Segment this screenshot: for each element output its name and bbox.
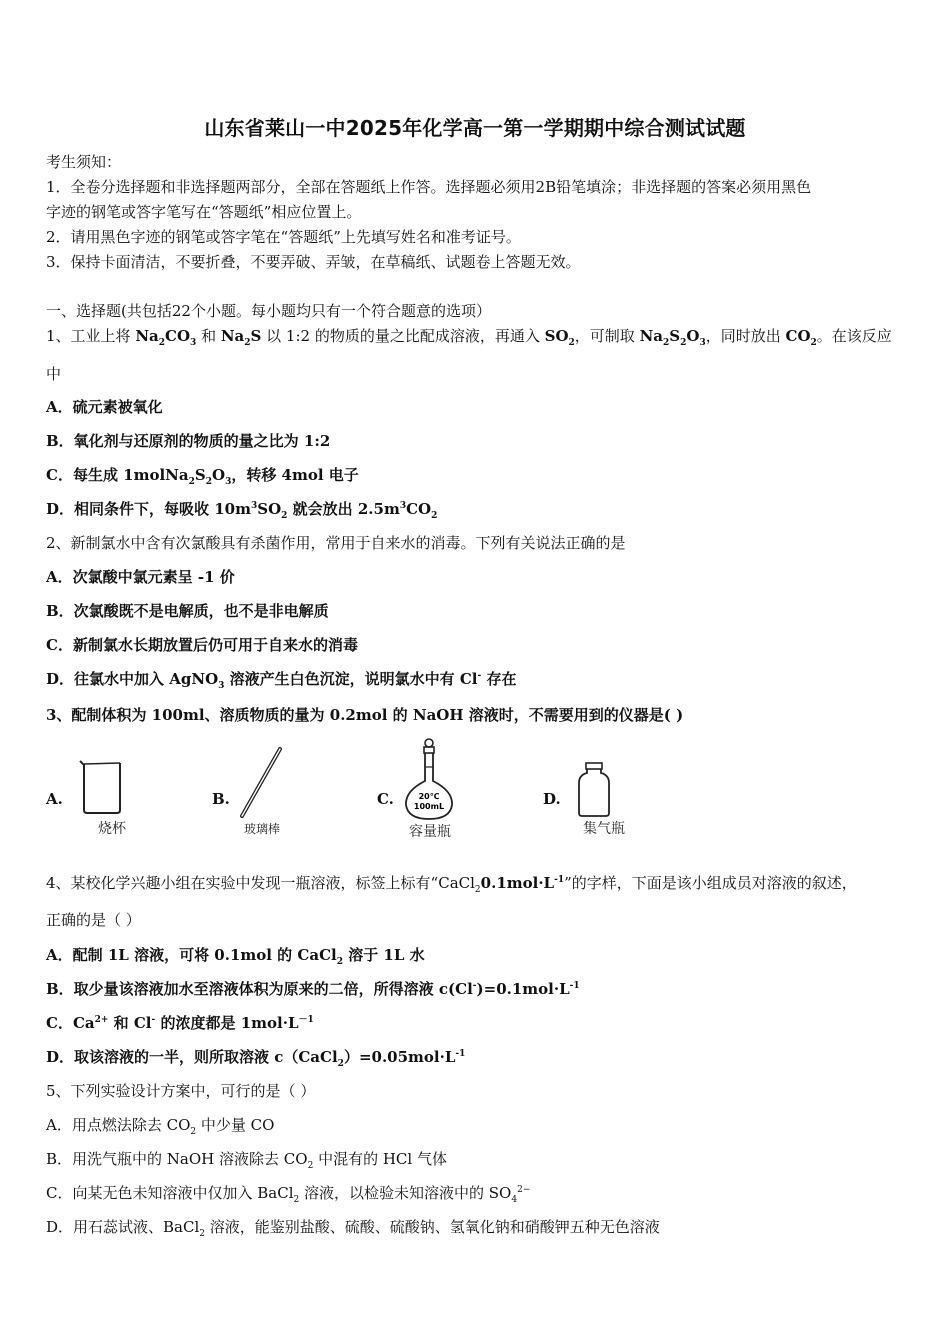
question-2-option-a: A．次氯酸中氯元素呈 -1 价 (46, 568, 235, 586)
question-2-stem: 2、新制氯水中含有次氯酸具有杀菌作用，常用于自来水的消毒。下列有关说法正确的是 (46, 534, 626, 552)
beaker-label: 烧杯 (98, 821, 126, 837)
question-2-option-b: B．次氯酸既不是电解质，也不是非电解质 (46, 602, 329, 620)
notice-item-2: 2．请用黑色字迹的钢笔或答字笔在“答题纸”上先填写姓名和准考证号。 (46, 228, 521, 246)
question-4-option-d: D．取该溶液的一半，则所取溶液 $c(CaCl_2)=0.05mol\cdot L^{-1}$ (46, 1048, 466, 1069)
notice-heading: 考生须知： (46, 153, 122, 171)
question-1-option-d: D．相同条件下，每吸收 $10m^3SO_2$ 就会放出 $2.5m^3CO_2$ (46, 500, 438, 521)
question-2-option-c: C．新制氯水长期放置后仍可用于自来水的消毒 (46, 636, 358, 654)
question-3-option-c-letter: C. (377, 790, 394, 808)
flask-volume-text: 100mL (413, 802, 445, 811)
notice-item-1-cont: 字迹的钢笔或答字笔写在“答题纸”相应位置上。 (46, 203, 362, 221)
question-1-option-b: B．氧化剂与还原剂的物质的量之比为 1:2 (46, 432, 331, 450)
volumetric-flask-icon (402, 737, 458, 823)
flask-temperature-text: 20℃ (418, 792, 440, 801)
page-title: 山东省莱山一中2025年化学高一第一学期期中综合测试试题 (204, 116, 746, 140)
question-4-option-b: B．取少量该溶液加水至溶液体积为原来的二倍，所得溶液 $c(Cl^-)=0.1mol\cdot L^{-1}$ (46, 980, 580, 998)
notice-item-3: 3．保持卡面清洁，不要折叠，不要弄破、弄皱，在草稿纸、试题卷上答题无效。 (46, 253, 581, 271)
question-1-stem: 1、工业上将 $Na_2CO_3$ 和 $Na_2S$ 以 1:2 的物质的量之比配成溶液，再通入 $SO_2$，可制取 $Na_2S_2O_3$，同时放出 $CO_2$。在该反应 (46, 327, 892, 348)
gas-jar-label: 集气瓶 (583, 821, 625, 837)
glass-rod-icon (236, 746, 286, 820)
question-1-option-a: A．硫元素被氧化 (46, 398, 163, 416)
question-3-stem: 3、配制体积为 100ml、溶质物质的量为 0.2mol 的 NaOH 溶液时，不需要用到的仪器是( ) (46, 706, 684, 724)
question-5-option-b: B．用洗气瓶中的 NaOH 溶液除去 $CO_2$ 中混有的 HCl 气体 (46, 1150, 447, 1171)
question-1-option-c: C．每生成 $1molNa_2S_2O_3$，转移 4mol 电子 (46, 466, 359, 487)
question-4-stem: 4、某校化学兴趣小组在实验中发现一瓶溶液，标签上标有“$CaCl_20.1mol\cdot L^{-1}$”的字样，下面是该小组成员对溶液的叙述， (46, 874, 857, 895)
question-5-option-d: D．用石蕊试液、BaCl$_2$ 溶液，能鉴别盐酸、硫酸、硫酸钠、氢氧化钠和硝酸钾五种无色溶液 (46, 1218, 660, 1239)
question-4-option-c: C．$Ca^{2+}$ 和 Cl- 的浓度都是 $1mol\cdot L^{-1}$ (46, 1014, 314, 1032)
beaker-icon (76, 758, 128, 816)
question-5-stem: 5、下列实验设计方案中，可行的是（ ） (46, 1082, 316, 1100)
volumetric-flask-label: 容量瓶 (409, 824, 451, 840)
question-2-option-d: D．往氯水中加入 AgNO$_3$ 溶液产生白色沉淀，说明氯水中有 Cl- 存在 (46, 670, 517, 691)
question-3-option-b-letter: B. (212, 790, 230, 808)
question-5-option-c: C．向某无色未知溶液中仅加入 BaCl$_2$ 溶液，以检验未知溶液中的 $SO_4^{2-}$ (46, 1184, 531, 1205)
question-4-stem-cont: 正确的是（ ） (46, 911, 141, 929)
question-3-option-d-letter: D. (543, 790, 561, 808)
gas-jar-icon (576, 761, 612, 819)
section-heading: 一、选择题(共包括22个小题。每小题均只有一个符合题意的选项） (46, 302, 491, 320)
question-5-option-a: A．用点燃法除去 $CO_2$ 中少量 CO (46, 1116, 275, 1137)
glass-rod-label: 玻璃棒 (243, 822, 280, 836)
question-4-option-a: A．配制 1L 溶液，可将 0.1mol 的 CaCl$_2$ 溶于 1L 水 (46, 946, 425, 967)
question-3-option-a-letter: A. (46, 790, 63, 808)
question-1-stem-cont: 中 (46, 365, 62, 383)
notice-item-1: 1．全卷分选择题和非选择题两部分，全部在答题纸上作答。选择题必须用2B铅笔填涂；非选择题的答案必须用黑色 (46, 178, 812, 196)
